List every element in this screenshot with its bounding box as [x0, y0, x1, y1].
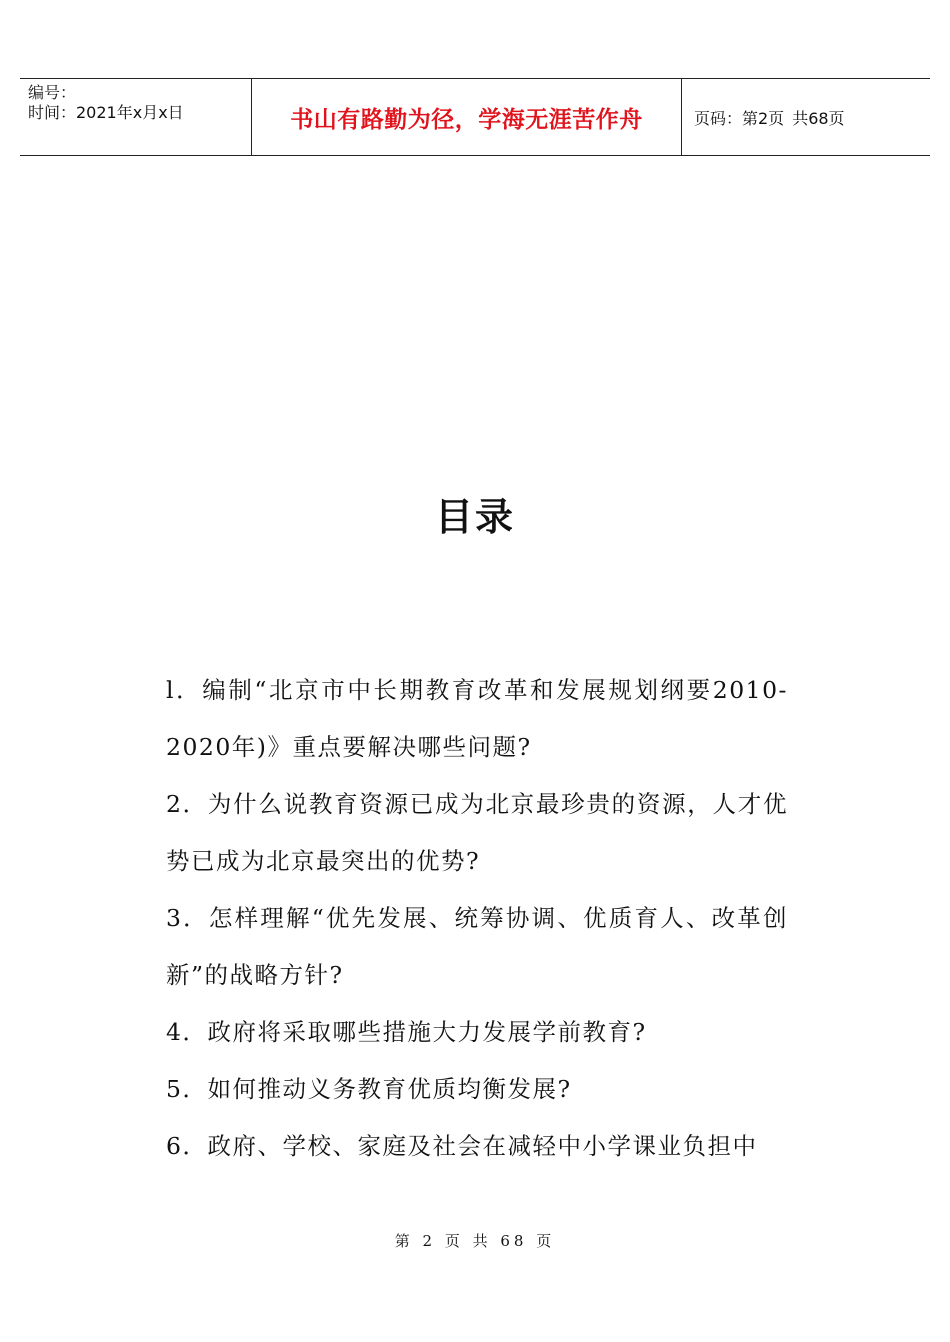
- header-page-number: 页码：第2页: [694, 108, 785, 128]
- header-page-total: 共68页: [792, 108, 845, 128]
- toc-item[interactable]: 6．政府、学校、家庭及社会在减轻中小学课业负担中: [166, 1132, 758, 1160]
- document-date-label: 时间：2021年x月x日: [28, 103, 184, 122]
- toc-item[interactable]: 3．怎样理解“优先发展、统筹协调、优质育人、改革创新”的战略方针?: [166, 904, 788, 989]
- toc-title: 目录: [434, 495, 515, 539]
- header-meta: [20, 79, 252, 155]
- document-number-label: 编号：: [28, 83, 77, 102]
- document-header: [20, 78, 930, 156]
- toc-item[interactable]: l．编制“北京市中长期教育改革和发展规划纲要2010-2020年)》重点要解决哪些问题?: [166, 676, 788, 761]
- page-footer: 第 2 页 共 68 页: [394, 1232, 556, 1250]
- toc-list: [166, 662, 788, 1175]
- toc-item[interactable]: 5．如何推动义务教育优质均衡发展?: [166, 1075, 572, 1103]
- header-motto: 书山有路勤为径，学海无涯苦作舟: [252, 79, 682, 155]
- toc-item[interactable]: 4．政府将采取哪些措施大力发展学前教育?: [166, 1018, 647, 1046]
- toc-item[interactable]: 2．为什么说教育资源已成为北京最珍贵的资源，人才优势已成为北京最突出的优势?: [166, 790, 788, 875]
- header-page-info: [682, 79, 930, 155]
